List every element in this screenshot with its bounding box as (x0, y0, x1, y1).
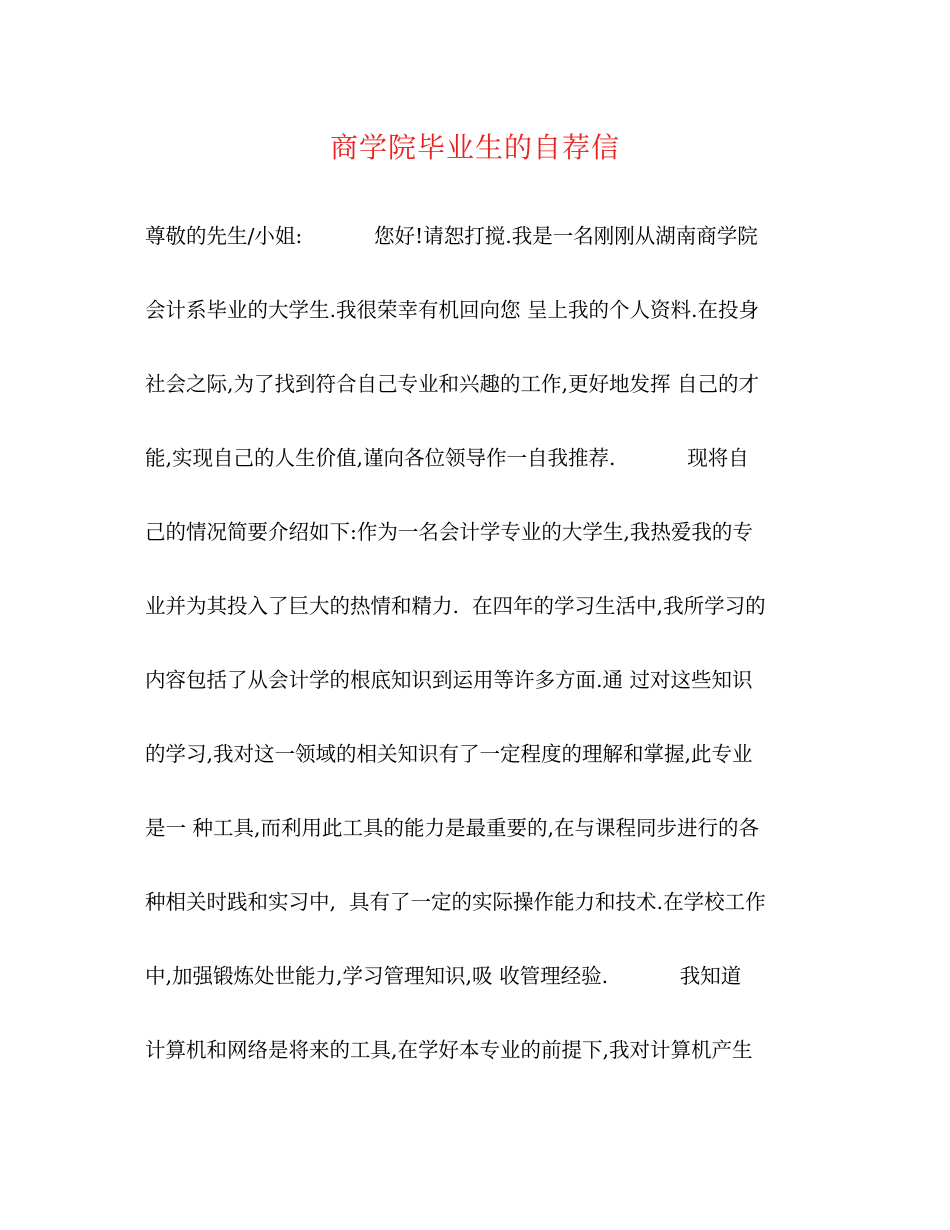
letter-body (145, 216, 810, 1104)
body-line-12: 计算机和网络是将来的工具,在学好本专业的前提下,我对计算机产生 (145, 1038, 753, 1062)
body-line-5: 己的情况简要介绍如下:作为一名会计学专业的大学生,我热爱我的专 (145, 520, 753, 544)
body-line-1: 尊敬的先生/小姐: 您好!请恕打搅.我是一名刚刚从湖南商学院 (145, 224, 758, 248)
body-line-4: 能,实现自己的人生价值,谨向各位领导作一自我推荐. 现将自 (145, 446, 749, 470)
body-line-2: 会计系毕业的大学生.我很荣幸有机回向您 呈上我的个人资料.在投身 (145, 298, 760, 322)
body-line-10: 种相关时践和实习中, 具有了一定的实际操作能力和技术.在学校工作 (145, 890, 766, 914)
body-line-3: 社会之际,为了找到符合自己专业和兴趣的工作,更好地发挥 自己的才 (145, 372, 760, 396)
body-line-11: 中,加强锻炼处世能力,学习管理知识,吸 收管理经验. 我知道 (145, 964, 742, 988)
body-line-9: 是一 种工具,而利用此工具的能力是最重要的,在与课程同步进行的各 (145, 816, 760, 840)
body-line-6: 业并为其投入了巨大的热情和精力. 在四年的学习生活中,我所学习的 (145, 594, 766, 618)
body-line-8: 的学习,我对这一领域的相关知识有了一定程度的理解和掌握,此专业 (145, 742, 753, 766)
document-title: 商学院毕业生的自荐信 (329, 131, 620, 164)
body-line-7: 内容包括了从会计学的根底知识到运用等许多方面.通 过对这些知识 (145, 668, 753, 692)
